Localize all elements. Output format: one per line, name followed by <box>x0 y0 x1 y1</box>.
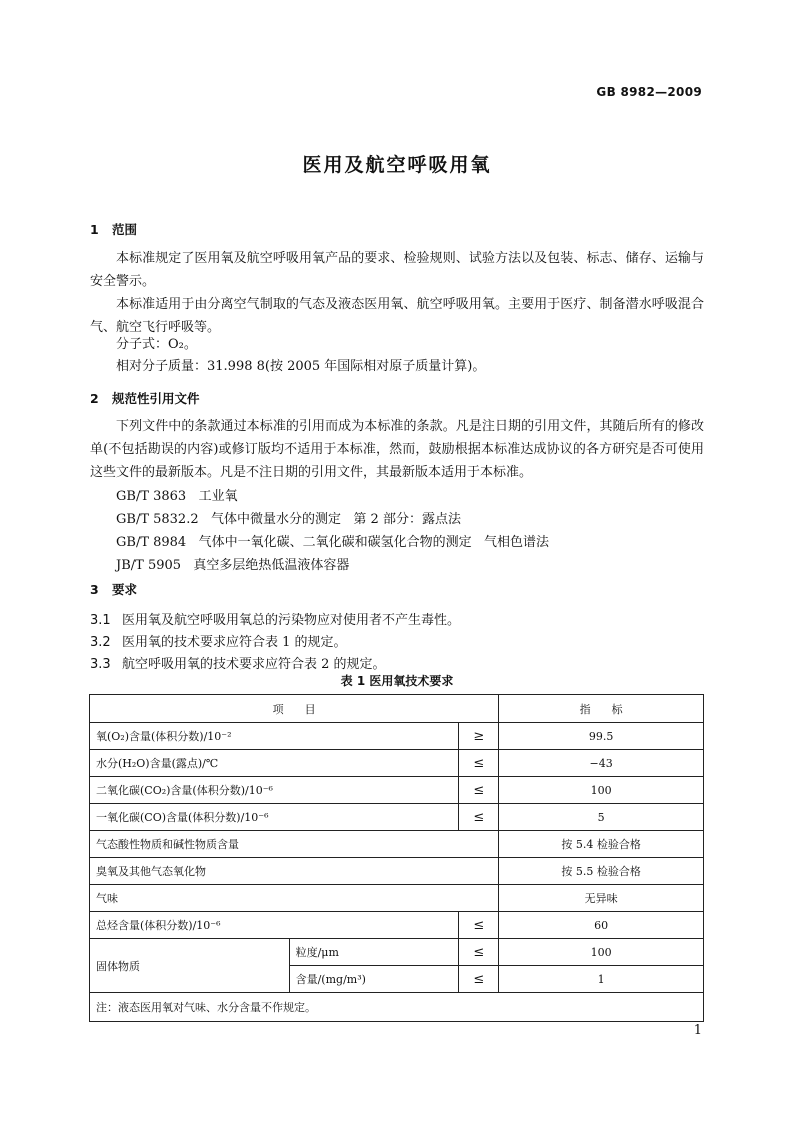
clause-3-3 <box>90 653 386 672</box>
row-item: 固体物质 <box>90 939 290 993</box>
table-note: 注：液态医用氧对气味、水分含量不作规定。 <box>90 993 704 1022</box>
standard-number: GB 8982—2009 <box>596 85 702 99</box>
row-value: −43 <box>499 750 704 777</box>
page-number: 1 <box>693 1023 702 1038</box>
table-row <box>90 750 704 777</box>
table-note-row <box>90 993 704 1022</box>
row-value: 5 <box>499 804 704 831</box>
sub-item: 粒度/μm <box>289 939 459 966</box>
row-item: 总烃含量(体积分数)/10⁻⁶ <box>90 912 459 939</box>
row-value: 按 5.5 检验合格 <box>499 858 704 885</box>
reference-item: GB/T 8984 气体中一氧化碳、二氧化碳和碳氢化合物的测定 气相色谱法 <box>116 535 549 550</box>
medical-oxygen-requirements-table <box>89 694 704 1022</box>
table-row <box>90 858 704 885</box>
clause-text: 航空呼吸用氧的技术要求应符合表 2 的规定。 <box>122 657 386 672</box>
scope-paragraph-2: 本标准适用于由分离空气制取的气态及液态医用氧、航空呼吸用氧。主要用于医疗、制备潜水呼吸混合气、航空飞行呼吸等。 <box>90 297 704 335</box>
table-row <box>90 939 704 966</box>
comparison-symbol: ≤ <box>459 777 499 804</box>
section-title: 要求 <box>112 582 138 597</box>
comparison-symbol: ≥ <box>459 723 499 750</box>
table-row <box>90 885 704 912</box>
row-value: 100 <box>499 777 704 804</box>
section-heading-normative-references <box>90 389 200 407</box>
row-value: 99.5 <box>499 723 704 750</box>
row-item: 气味 <box>90 885 499 912</box>
clause-number: 3.3 <box>90 657 111 672</box>
section-number: 1 <box>90 222 99 237</box>
molecular-mass: 相对分子质量：31.998 8(按 2005 年国际相对原子质量计算)。 <box>116 359 486 374</box>
page-title: 医用及航空呼吸用氧 <box>302 154 492 176</box>
reference-item: GB/T 5832.2 气体中微量水分的测定 第 2 部分：露点法 <box>116 512 461 527</box>
table-header-row <box>90 695 704 723</box>
row-item: 二氧化碳(CO₂)含量(体积分数)/10⁻⁶ <box>90 777 459 804</box>
row-item: 臭氧及其他气态氧化物 <box>90 858 499 885</box>
scope-paragraph-1: 本标准规定了医用氧及航空呼吸用氧产品的要求、检验规则、试验方法以及包装、标志、储存、运输与安全警示。 <box>90 251 704 289</box>
row-item: 氧(O₂)含量(体积分数)/10⁻² <box>90 723 459 750</box>
reference-item: GB/T 3863 工业氧 <box>116 489 238 504</box>
comparison-symbol: ≤ <box>459 966 499 993</box>
comparison-symbol: ≤ <box>459 750 499 777</box>
comparison-symbol: ≤ <box>459 939 499 966</box>
row-value: 按 5.4 检验合格 <box>499 831 704 858</box>
section-number: 3 <box>90 582 99 597</box>
table-caption: 表 1 医用氧技术要求 <box>340 674 454 688</box>
table-row <box>90 912 704 939</box>
section-heading-requirements <box>90 580 137 598</box>
section-title: 范围 <box>112 222 138 237</box>
table-row <box>90 723 704 750</box>
table-row <box>90 831 704 858</box>
row-item: 水分(H₂O)含量(露点)/℃ <box>90 750 459 777</box>
molecular-formula: 分子式：O₂。 <box>116 337 197 352</box>
clause-number: 3.2 <box>90 635 111 650</box>
reference-item: JB/T 5905 真空多层绝热低温液体容器 <box>116 558 350 573</box>
clause-number: 3.1 <box>90 613 111 628</box>
references-paragraph: 下列文件中的条款通过本标准的引用而成为本标准的条款。凡是注日期的引用文件，其随后所有的修改单(不包括勘误的内容)或修订版均不适用于本标准，然而，鼓励根据本标准达成协议的各方研究是否可使用这些文件的最新版本。凡是不注日期的引用文件，其最新版本适用于本标准。 <box>90 419 704 480</box>
row-value: 无异味 <box>499 885 704 912</box>
comparison-symbol: ≤ <box>459 912 499 939</box>
row-value: 100 <box>499 939 704 966</box>
row-item: 一氧化碳(CO)含量(体积分数)/10⁻⁶ <box>90 804 459 831</box>
table-row <box>90 777 704 804</box>
section-title: 规范性引用文件 <box>112 391 200 406</box>
row-value: 1 <box>499 966 704 993</box>
column-header-index: 指 标 <box>499 695 704 723</box>
sub-item: 含量/(mg/m³) <box>289 966 459 993</box>
clause-text: 医用氧的技术要求应符合表 1 的规定。 <box>122 635 347 650</box>
row-item: 气态酸性物质和碱性物质含量 <box>90 831 499 858</box>
clause-text: 医用氧及航空呼吸用氧总的污染物应对使用者不产生毒性。 <box>122 613 461 628</box>
clause-3-2 <box>90 631 347 650</box>
column-header-item: 项 目 <box>90 695 499 723</box>
clause-3-1 <box>90 609 460 628</box>
comparison-symbol: ≤ <box>459 804 499 831</box>
section-heading-scope <box>90 220 137 238</box>
row-value: 60 <box>499 912 704 939</box>
section-number: 2 <box>90 391 99 406</box>
table-row <box>90 804 704 831</box>
